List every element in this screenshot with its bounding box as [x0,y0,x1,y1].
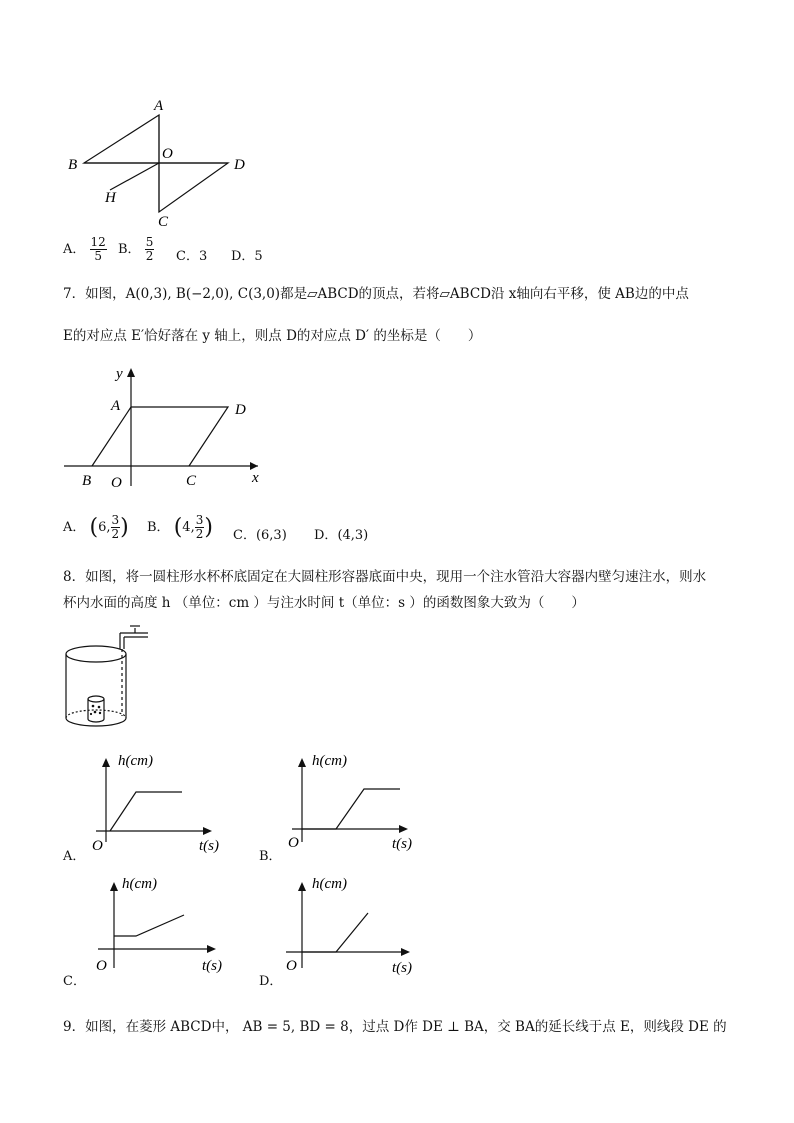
q6-option-c: C．3 [176,249,208,264]
label-H: H [105,190,116,206]
q6-option-d: D．5 [231,249,263,264]
graph-c [60,872,230,984]
label-C: C [158,214,169,230]
graph-b-letter: B． [259,849,282,864]
graph-a-origin: O [92,838,103,854]
label-A: A [111,398,121,414]
q7-option-b: B． (4, $\frac{3}{2}$ ) [147,513,213,541]
label-O: O [162,146,173,162]
q7-option-c: C．(6,3) [233,528,287,543]
q7-line2: E的对应点 E′恰好落在 y 轴上，则点 D的对应点 D′ 的坐标是（ ） [63,328,482,344]
parallelogram-figure [60,362,270,492]
label-A: A [154,98,164,114]
label-D: D [234,157,245,173]
graph-b [256,748,426,860]
rhombus-figure [60,92,260,232]
graph-b-origin: O [288,835,299,851]
graph-c-ylabel: h(cm) [122,876,157,892]
graph-d-ylabel: h(cm) [312,876,347,892]
graph-a-xlabel: t(s) [199,838,219,854]
graph-c-origin: O [96,958,107,974]
axis-label-y: y [116,366,123,382]
graph-a-ylabel: h(cm) [118,753,153,769]
q7-option-a: A． (6, $\frac{3}{2}$ ) [63,513,129,541]
q8-line2: 杯内水面的高度 h （单位：cm ）与注水时间 t（单位：s ）的函数图象大致为（ ） [63,595,585,611]
q6-option-a: A． $\frac{12}{5}$ [63,235,106,263]
q8-line1: 8．如图，将一圆柱形水杯杯底固定在大圆柱形容器底面中央，现用一个注水管沿大容器内壁匀速注水，则水 [63,569,707,585]
graph-d [256,872,426,984]
label-D: D [235,402,246,418]
graph-d-origin: O [286,958,297,974]
q7-line1: 7．如图，A(0,3), B(−2,0), C(3,0)都是▱ABCD的顶点，若将▱ABCD沿 x轴向右平移，使 AB边的中点 [63,286,689,302]
graph-c-letter: C． [63,974,86,989]
label-C: C [186,473,197,489]
label-B: B [82,473,92,489]
q9-line1: 9．如图，在菱形 ABCD中， AB = 5, BD = 8，过点 D作 DE ⊥ BA，交 BA的延长线于点 E，则线段 DE 的 [63,1019,727,1035]
label-B: B [68,157,78,173]
label-O: O [111,475,122,491]
graph-b-ylabel: h(cm) [312,753,347,769]
graph-a-letter: A． [63,849,86,864]
graph-d-letter: D． [259,974,283,989]
container-figure [60,618,160,736]
q7-option-d: D．(4,3) [314,528,369,543]
graph-b-xlabel: t(s) [392,836,412,852]
axis-label-x: x [252,470,259,486]
q6-option-b: B． $\frac{5}{2}$ [118,235,154,263]
graph-c-xlabel: t(s) [202,958,222,974]
graph-a [60,748,230,860]
graph-d-xlabel: t(s) [392,960,412,976]
